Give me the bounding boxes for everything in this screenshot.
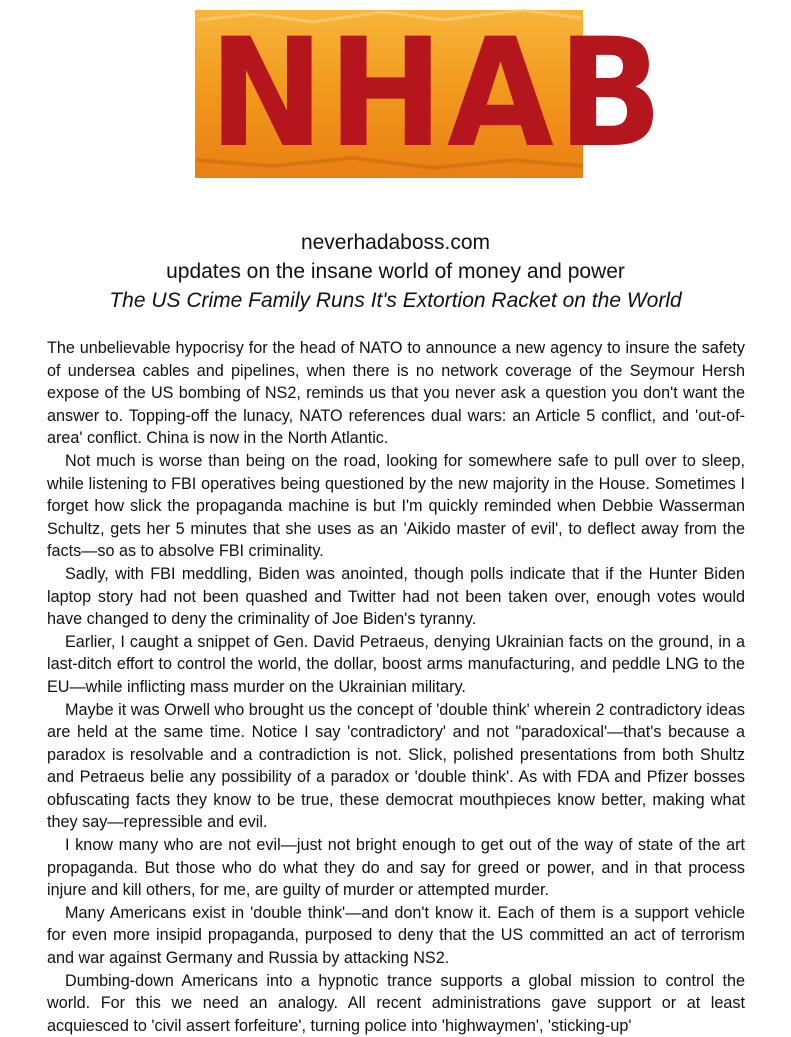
- logo-lettering: NHAB: [208, 7, 667, 181]
- article-paragraph: Dumbing-down Americans into a hypnotic trance supports a global mission to control the world. For this we need an analogy. All recent administrations gave support or at least acquiesced to 'civil assert forfeiture', turning police into 'highwaymen', 'sticking-up': [47, 971, 745, 1035]
- nhab-logo: [193, 0, 667, 200]
- article-paragraph: Not much is worse than being on the road, looking for somewhere safe to pull over to sleep, while listening to FBI operatives being questioned by the new majority in the House. Sometimes I forget how slick the propaganda machine is but I'm quickly reminded when Debbie Wasserman Schultz, gets her 5 minutes that she uses as an 'Aikido master of evil', to deflect away from the facts—so as to absolve FBI criminality.: [47, 451, 745, 561]
- article-headline: The US Crime Family Runs It's Extortion Racket on the World: [109, 289, 682, 312]
- article-paragraph: I know many who are not evil—just not bright enough to get out of the way of state of the art propaganda. But those who do what they do and say for greed or power, and in that process injure and kill others, for me, are guilty of murder or attempted murder.: [47, 836, 745, 900]
- site-tagline: updates on the insane world of money and power: [166, 260, 625, 283]
- site-header: [0, 228, 791, 315]
- site-domain: neverhadaboss.com: [300, 231, 491, 254]
- article-paragraph: Many Americans exist in 'double think'—and don't know it. Each of them is a support vehicle for even more insipid propaganda, purposed to deny that the US committed an act of terrorism and war against Germany and Russia by attacking NS2.: [47, 903, 745, 968]
- article-paragraph: Maybe it was Orwell who brought us the concept of 'double think' wherein 2 contradictory ideas are held at the same time. Notice I say 'contradictory' and not "paradoxical'—that's because a paradox is resolvable and a contradiction is not. Slick, polished presentations from both Shultz and Petraeus belie any possibility of a paradox or 'double think'. As with FDA and Pfizer bosses obfuscating facts they know to be true, these democrat mouthpieces know better, making what they say—repressible and evil.: [47, 700, 745, 832]
- article-paragraph: Sadly, with FBI meddling, Biden was anointed, though polls indicate that if the Hunter Biden laptop story had not been quashed and Twitter had not been taken over, enough votes would have changed to deny the criminality of Joe Biden's tyranny.: [47, 564, 745, 629]
- article-paragraph: The unbelievable hypocrisy for the head of NATO to announce a new agency to insure the safety of undersea cables and pipelines, when there is no network coverage of the Seymour Hersh expose of the US bombing of NS2, reminds us that you never ask a question you don't want the answer to. Topping-off the lunacy, NATO references dual wars: an Article 5 conflict, and 'out-of-area' conflict. China is now in the North Atlantic.: [47, 339, 745, 448]
- article-body: [47, 337, 745, 1037]
- article-paragraph: Earlier, I caught a snippet of Gen. David Petraeus, denying Ukrainian facts on the ground, in a last-ditch effort to control the world, the dollar, boost arms manufacturing, and peddle LNG to the EU—while inflicting mass murder on the Ukrainian military.: [47, 632, 745, 696]
